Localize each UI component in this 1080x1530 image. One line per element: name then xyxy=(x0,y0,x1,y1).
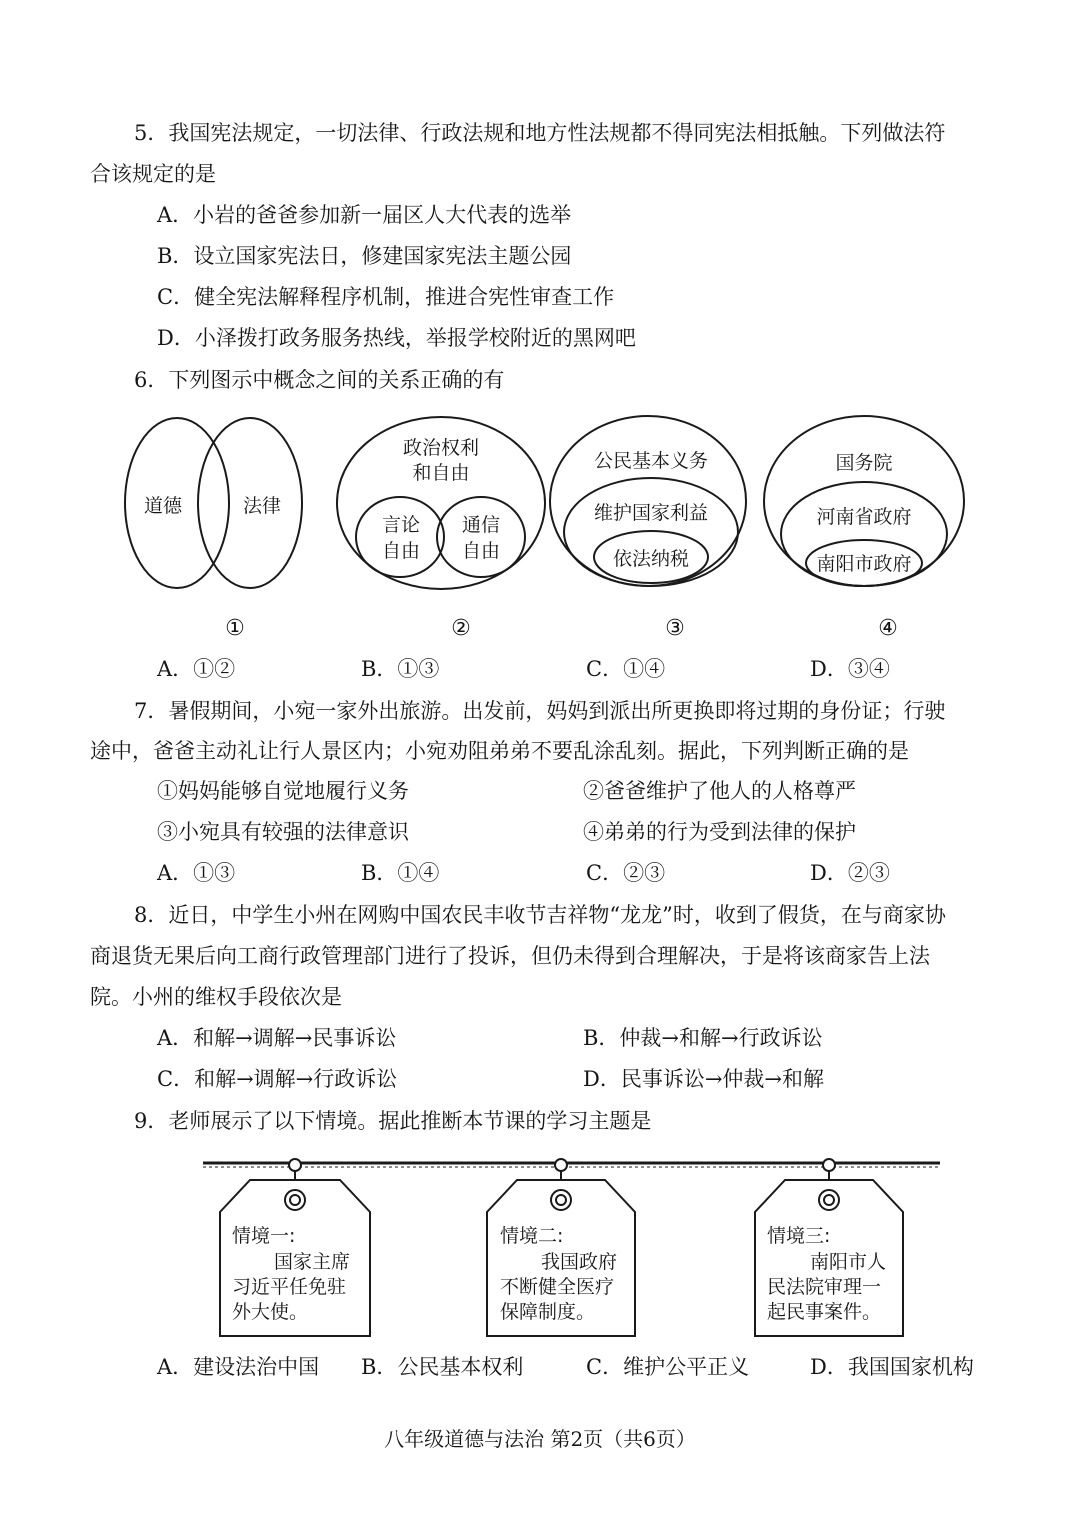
d2-inner-b xyxy=(437,497,525,577)
d3-inner-label: 依法纳税 xyxy=(612,548,690,570)
q8-option-d: D．民事诉讼→仲裁→和解 xyxy=(583,1067,825,1091)
d1-left-label: 道德 xyxy=(143,495,183,517)
tag-2-title: 情境二: xyxy=(500,1225,564,1247)
q7-option-a: A．①③ xyxy=(157,861,236,885)
tag-2-line-1: 我国政府 xyxy=(541,1251,618,1273)
tag-1-line-3: 外大使。 xyxy=(232,1301,309,1323)
q7-stem-line-2: 途中，爸爸主动礼让行人景区内；小宛劝阻弟弟不要乱涂乱刻。据此，下列判断正确的是 xyxy=(90,739,909,763)
q9-option-b: B．公民基本权利 xyxy=(361,1355,524,1379)
d2-inner-a-label-1: 言论 xyxy=(381,514,421,536)
q7-statement-3: ③小宛具有较强的法律意识 xyxy=(157,820,409,844)
d4-inner-label: 南阳市政府 xyxy=(816,553,912,575)
d2-inner-a xyxy=(356,497,444,577)
d4-number: ④ xyxy=(878,616,898,641)
tag-2-line-2: 不断健全医疗 xyxy=(500,1276,615,1298)
q9-hanging-tags xyxy=(0,1150,1080,1355)
d2-inner-b-label-1: 通信 xyxy=(461,514,501,536)
q8-stem-line-1: 8．近日，中学生小州在网购中国农民丰收节吉祥物“龙龙”时，收到了假货，在与商家协 xyxy=(134,903,946,927)
page-footer: 八年级道德与法治 第2页（共6页） xyxy=(384,1427,696,1451)
d1-right-label: 法律 xyxy=(242,495,282,517)
d4-outer-label: 国务院 xyxy=(835,452,893,474)
q7-option-c: C．②③ xyxy=(586,861,666,885)
q8-stem-line-3: 院。小州的维权手段依次是 xyxy=(90,985,342,1009)
q7-statement-4: ④弟弟的行为受到法律的保护 xyxy=(583,820,856,844)
q6-option-c: C．①④ xyxy=(586,657,666,681)
d2-inner-b-label-2: 自由 xyxy=(461,540,501,562)
q9-option-c: C．维护公平正义 xyxy=(586,1355,750,1379)
d3-middle-label: 维护国家利益 xyxy=(593,502,709,524)
q5-stem-line-1: 5．我国宪法规定，一切法律、行政法规和地方性法规都不得同宪法相抵触。下列做法符 xyxy=(134,121,946,145)
q8-option-c: C．和解→调解→行政诉讼 xyxy=(157,1067,398,1091)
q6-option-a: A．①② xyxy=(157,657,236,681)
q9-stem: 9．老师展示了以下情境。据此推断本节课的学习主题是 xyxy=(134,1109,652,1133)
q7-stem-line-1: 7．暑假期间，小宛一家外出旅游。出发前，妈妈到派出所更换即将过期的身份证；行驶 xyxy=(134,699,946,723)
q5-option-c: C．健全宪法解释程序机制，推进合宪性审查工作 xyxy=(157,285,615,309)
q7-option-b: B．①④ xyxy=(361,861,440,885)
d1-number: ① xyxy=(225,616,245,641)
tag-1-line-1: 国家主席 xyxy=(274,1251,351,1273)
d2-number: ② xyxy=(451,616,471,641)
tag-3-line-1: 南阳市人 xyxy=(810,1251,887,1273)
q5-stem-line-2: 合该规定的是 xyxy=(90,162,216,186)
q6-stem: 6．下列图示中概念之间的关系正确的有 xyxy=(134,368,505,392)
d3-outer-label: 公民基本义务 xyxy=(593,450,709,472)
q9-option-a: A．建设法治中国 xyxy=(157,1355,320,1379)
q6-concept-diagrams xyxy=(0,405,1080,665)
d3-number: ③ xyxy=(665,616,685,641)
d4-middle-label: 河南省政府 xyxy=(816,506,912,528)
q7-option-d: D．②③ xyxy=(810,861,890,885)
tag-3-line-2: 民法院审理一 xyxy=(767,1276,882,1298)
tag-1-title: 情境一: xyxy=(232,1225,296,1247)
q6-option-d: D．③④ xyxy=(810,657,890,681)
q9-option-d: D．我国国家机构 xyxy=(810,1355,974,1379)
d2-inner-a-label-2: 自由 xyxy=(381,540,421,562)
q7-statement-1: ①妈妈能够自觉地履行义务 xyxy=(157,779,409,803)
q5-option-b: B．设立国家宪法日，修建国家宪法主题公园 xyxy=(157,244,572,268)
d2-outer-label-2: 和自由 xyxy=(412,462,470,484)
d2-outer-label-1: 政治权利 xyxy=(402,437,480,459)
q7-statement-2: ②爸爸维护了他人的人格尊严 xyxy=(583,779,856,803)
q8-option-b: B．仲裁→和解→行政诉讼 xyxy=(583,1026,823,1050)
tag-3-line-3: 起民事案件。 xyxy=(767,1301,882,1323)
tag-3-title: 情境三: xyxy=(767,1225,831,1247)
q6-option-b: B．①③ xyxy=(361,657,440,681)
q5-option-d: D．小泽拨打政务服务热线，举报学校附近的黑网吧 xyxy=(157,326,636,350)
q8-stem-line-2: 商退货无果后向工商行政管理部门进行了投诉，但仍未得到合理解决，于是将该商家告上法 xyxy=(90,944,930,968)
tag-1-line-2: 习近平任免驻 xyxy=(232,1276,347,1298)
tag-2-line-3: 保障制度。 xyxy=(500,1301,596,1323)
q5-option-a: A．小岩的爸爸参加新一届区人大代表的选举 xyxy=(157,203,572,227)
q8-option-a: A．和解→调解→民事诉讼 xyxy=(157,1026,397,1050)
